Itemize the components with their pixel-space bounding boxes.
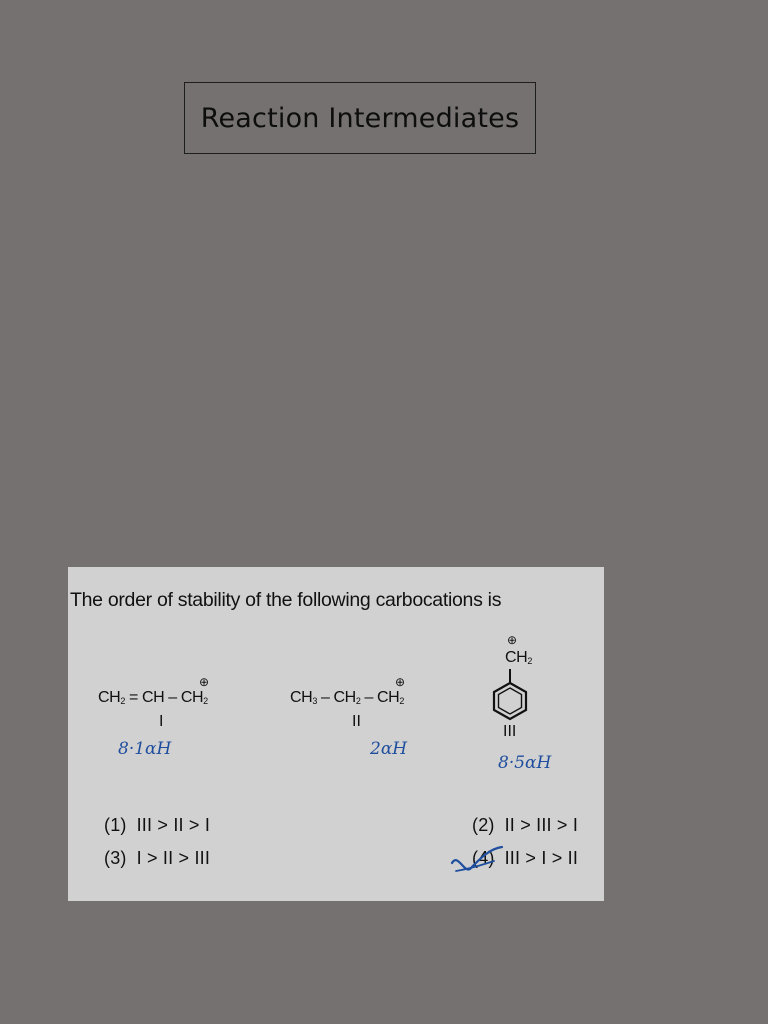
structure-3-label: III: [503, 723, 517, 740]
question-text: The order of stability of the following carbocations is: [70, 589, 502, 611]
slide-title-box: [184, 82, 536, 154]
structure-3-substituent: $CH_2$: [505, 649, 532, 666]
structure-1-label: I: [159, 713, 164, 730]
structure-1-formula: $CH_2$ = CH – $CH_2$: [98, 689, 208, 706]
structure-2-annotation: 2αH: [370, 739, 408, 759]
structure-3-annotation: 8·5αH: [498, 753, 552, 773]
slide-title: Reaction Intermediates: [200, 102, 520, 134]
structure-2-charge: ⊕: [395, 675, 406, 689]
option-4[interactable]: (4) III > I > II: [472, 848, 579, 868]
option-1[interactable]: (1) III > II > I: [104, 815, 211, 835]
question-card: [68, 567, 604, 901]
structure-1-annotation: 8·1αH: [118, 739, 172, 759]
structure-1-charge: ⊕: [199, 675, 210, 689]
answer-tick-mark-icon: [448, 843, 506, 877]
structure-2-label: II: [352, 713, 361, 730]
structure-3-charge: ⊕: [507, 633, 518, 647]
structure-2-formula: $CH_3 - CH_2 - CH_2$: [290, 689, 404, 706]
option-2[interactable]: (2) II > III > I: [472, 815, 579, 835]
option-3[interactable]: (3) I > II > III: [104, 848, 211, 868]
benzene-ring: [488, 667, 532, 723]
